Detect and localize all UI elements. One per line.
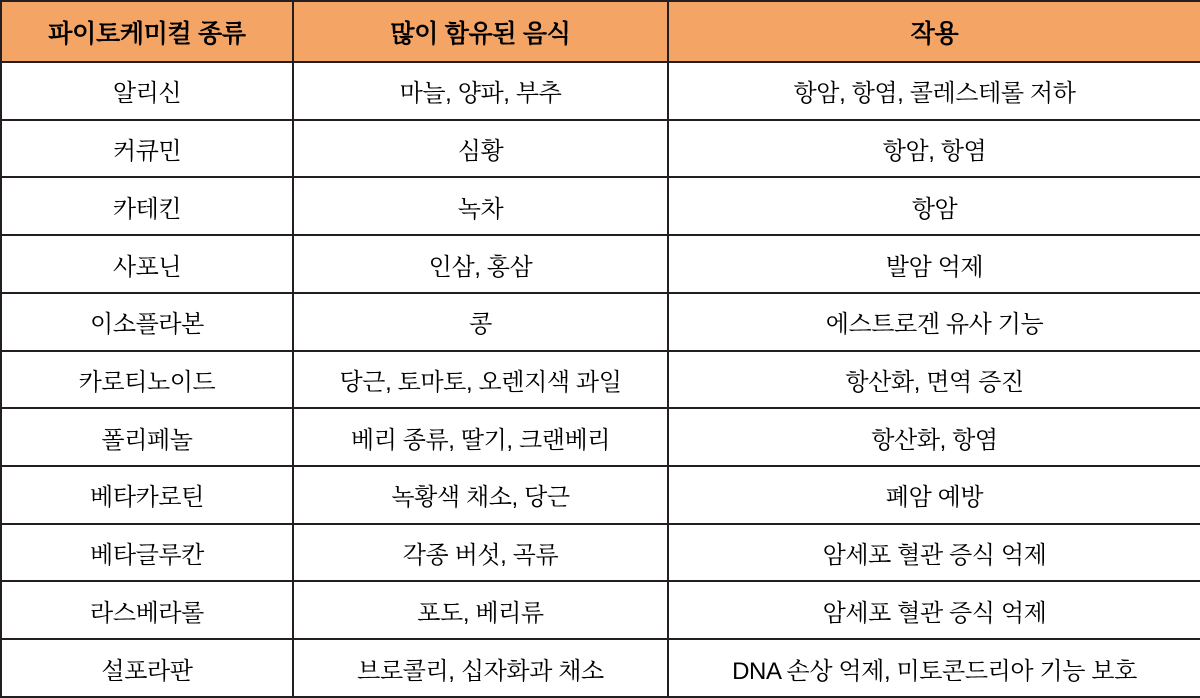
table-row [1,120,1200,178]
cell-effect: 항암, 항염, 콜레스테롤 저하 [668,62,1200,120]
cell-type: 라스베라롤 [1,581,293,639]
table-header-row [1,1,1200,62]
table-row [1,351,1200,409]
cell-effect: 발암 억제 [668,235,1200,293]
table-header [1,1,1200,62]
cell-foods: 인삼, 홍삼 [293,235,668,293]
cell-foods: 녹황색 채소, 당근 [293,466,668,524]
table-row [1,177,1200,235]
table-row [1,524,1200,582]
cell-type: 사포닌 [1,235,293,293]
cell-effect: 항암, 항염 [668,120,1200,178]
cell-effect: 폐암 예방 [668,466,1200,524]
table-row [1,466,1200,524]
table-row [1,581,1200,639]
column-header-effect: 작용 [668,1,1200,62]
cell-foods: 심황 [293,120,668,178]
cell-type: 카로티노이드 [1,351,293,409]
cell-type: 카테킨 [1,177,293,235]
cell-effect: 암세포 혈관 증식 억제 [668,581,1200,639]
cell-foods: 포도, 베리류 [293,581,668,639]
cell-type: 알리신 [1,62,293,120]
table-row [1,235,1200,293]
cell-effect: 암세포 혈관 증식 억제 [668,524,1200,582]
cell-effect: DNA 손상 억제, 미토콘드리아 기능 보호 [668,639,1200,697]
cell-effect: 항산화, 면역 증진 [668,351,1200,409]
cell-type: 커큐민 [1,120,293,178]
table-row [1,62,1200,120]
cell-type: 베타카로틴 [1,466,293,524]
cell-foods: 당근, 토마토, 오렌지색 과일 [293,351,668,409]
column-header-foods: 많이 함유된 음식 [293,1,668,62]
table-row [1,639,1200,697]
cell-type: 폴리페놀 [1,408,293,466]
cell-effect: 항암 [668,177,1200,235]
cell-foods: 브로콜리, 십자화과 채소 [293,639,668,697]
cell-foods: 녹차 [293,177,668,235]
cell-foods: 마늘, 양파, 부추 [293,62,668,120]
cell-foods: 콩 [293,293,668,351]
table-body [1,62,1200,697]
cell-foods: 베리 종류, 딸기, 크랜베리 [293,408,668,466]
cell-type: 이소플라본 [1,293,293,351]
cell-type: 베타글루칸 [1,524,293,582]
table-row [1,293,1200,351]
table-row [1,408,1200,466]
cell-effect: 에스트로겐 유사 기능 [668,293,1200,351]
column-header-type: 파이토케미컬 종류 [1,1,293,62]
cell-foods: 각종 버섯, 곡류 [293,524,668,582]
cell-type: 설포라판 [1,639,293,697]
cell-effect: 항산화, 항염 [668,408,1200,466]
